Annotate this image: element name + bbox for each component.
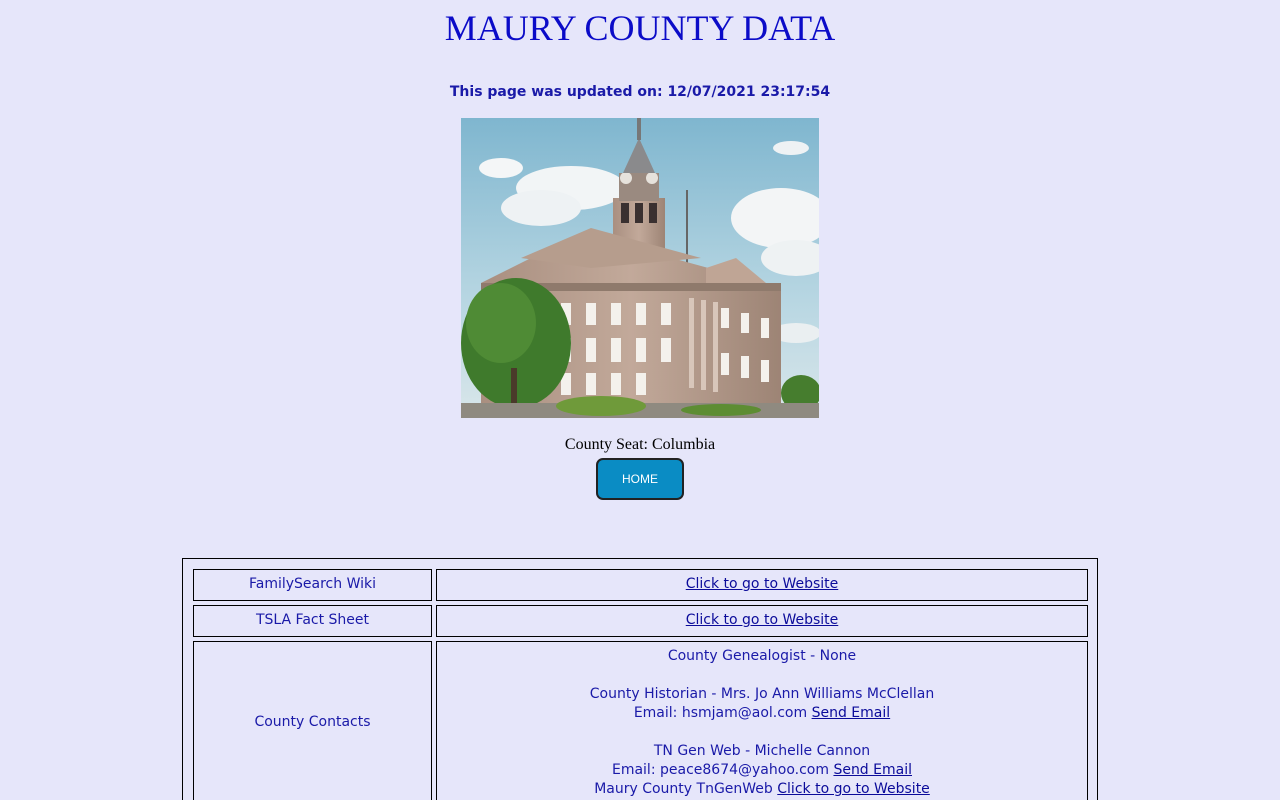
tsla-link-cell <box>436 605 1088 637</box>
tngenweb-coordinator: TN Gen Web - Michelle Cannon <box>653 743 871 759</box>
county-seat: County Seat: Columbia <box>564 436 716 453</box>
page-title: MAURY COUNTY DATA <box>444 8 836 48</box>
tngenweb-email: Email: peace8674@yahoo.com <box>611 762 829 778</box>
tsla-website-link[interactable]: Click to go to Website <box>685 612 839 628</box>
familysearch-label-cell <box>193 569 432 601</box>
county-genealogist: County Genealogist - None <box>667 648 857 664</box>
tngenweb-website-link[interactable]: Click to go to Website <box>777 781 930 797</box>
familysearch-website-link[interactable]: Click to go to Website <box>685 576 839 592</box>
contacts-label-cell <box>193 641 432 800</box>
tngenweb-send-email-link[interactable]: Send Email <box>833 762 912 778</box>
tsla-label-cell <box>193 605 432 637</box>
contacts-value-cell <box>436 641 1088 800</box>
familysearch-link-cell <box>436 569 1088 601</box>
tngenweb-site-label: Maury County TnGenWeb <box>594 781 773 797</box>
county-historian: County Historian - Mrs. Jo Ann Williams McClellan <box>589 686 935 702</box>
historian-send-email-link[interactable]: Send Email <box>811 705 891 721</box>
home-button[interactable]: HOME <box>596 458 684 500</box>
historian-email: Email: hsmjam@aol.com <box>633 705 808 721</box>
contacts-label: County Contacts <box>254 714 371 730</box>
updated-timestamp: This page was updated on: 12/07/2021 23:17:54 <box>449 84 831 100</box>
county-links-table <box>182 558 1098 800</box>
familysearch-label: FamilySearch Wiki <box>248 576 377 592</box>
tsla-label: TSLA Fact Sheet <box>255 612 370 628</box>
courthouse-photo <box>461 118 819 418</box>
